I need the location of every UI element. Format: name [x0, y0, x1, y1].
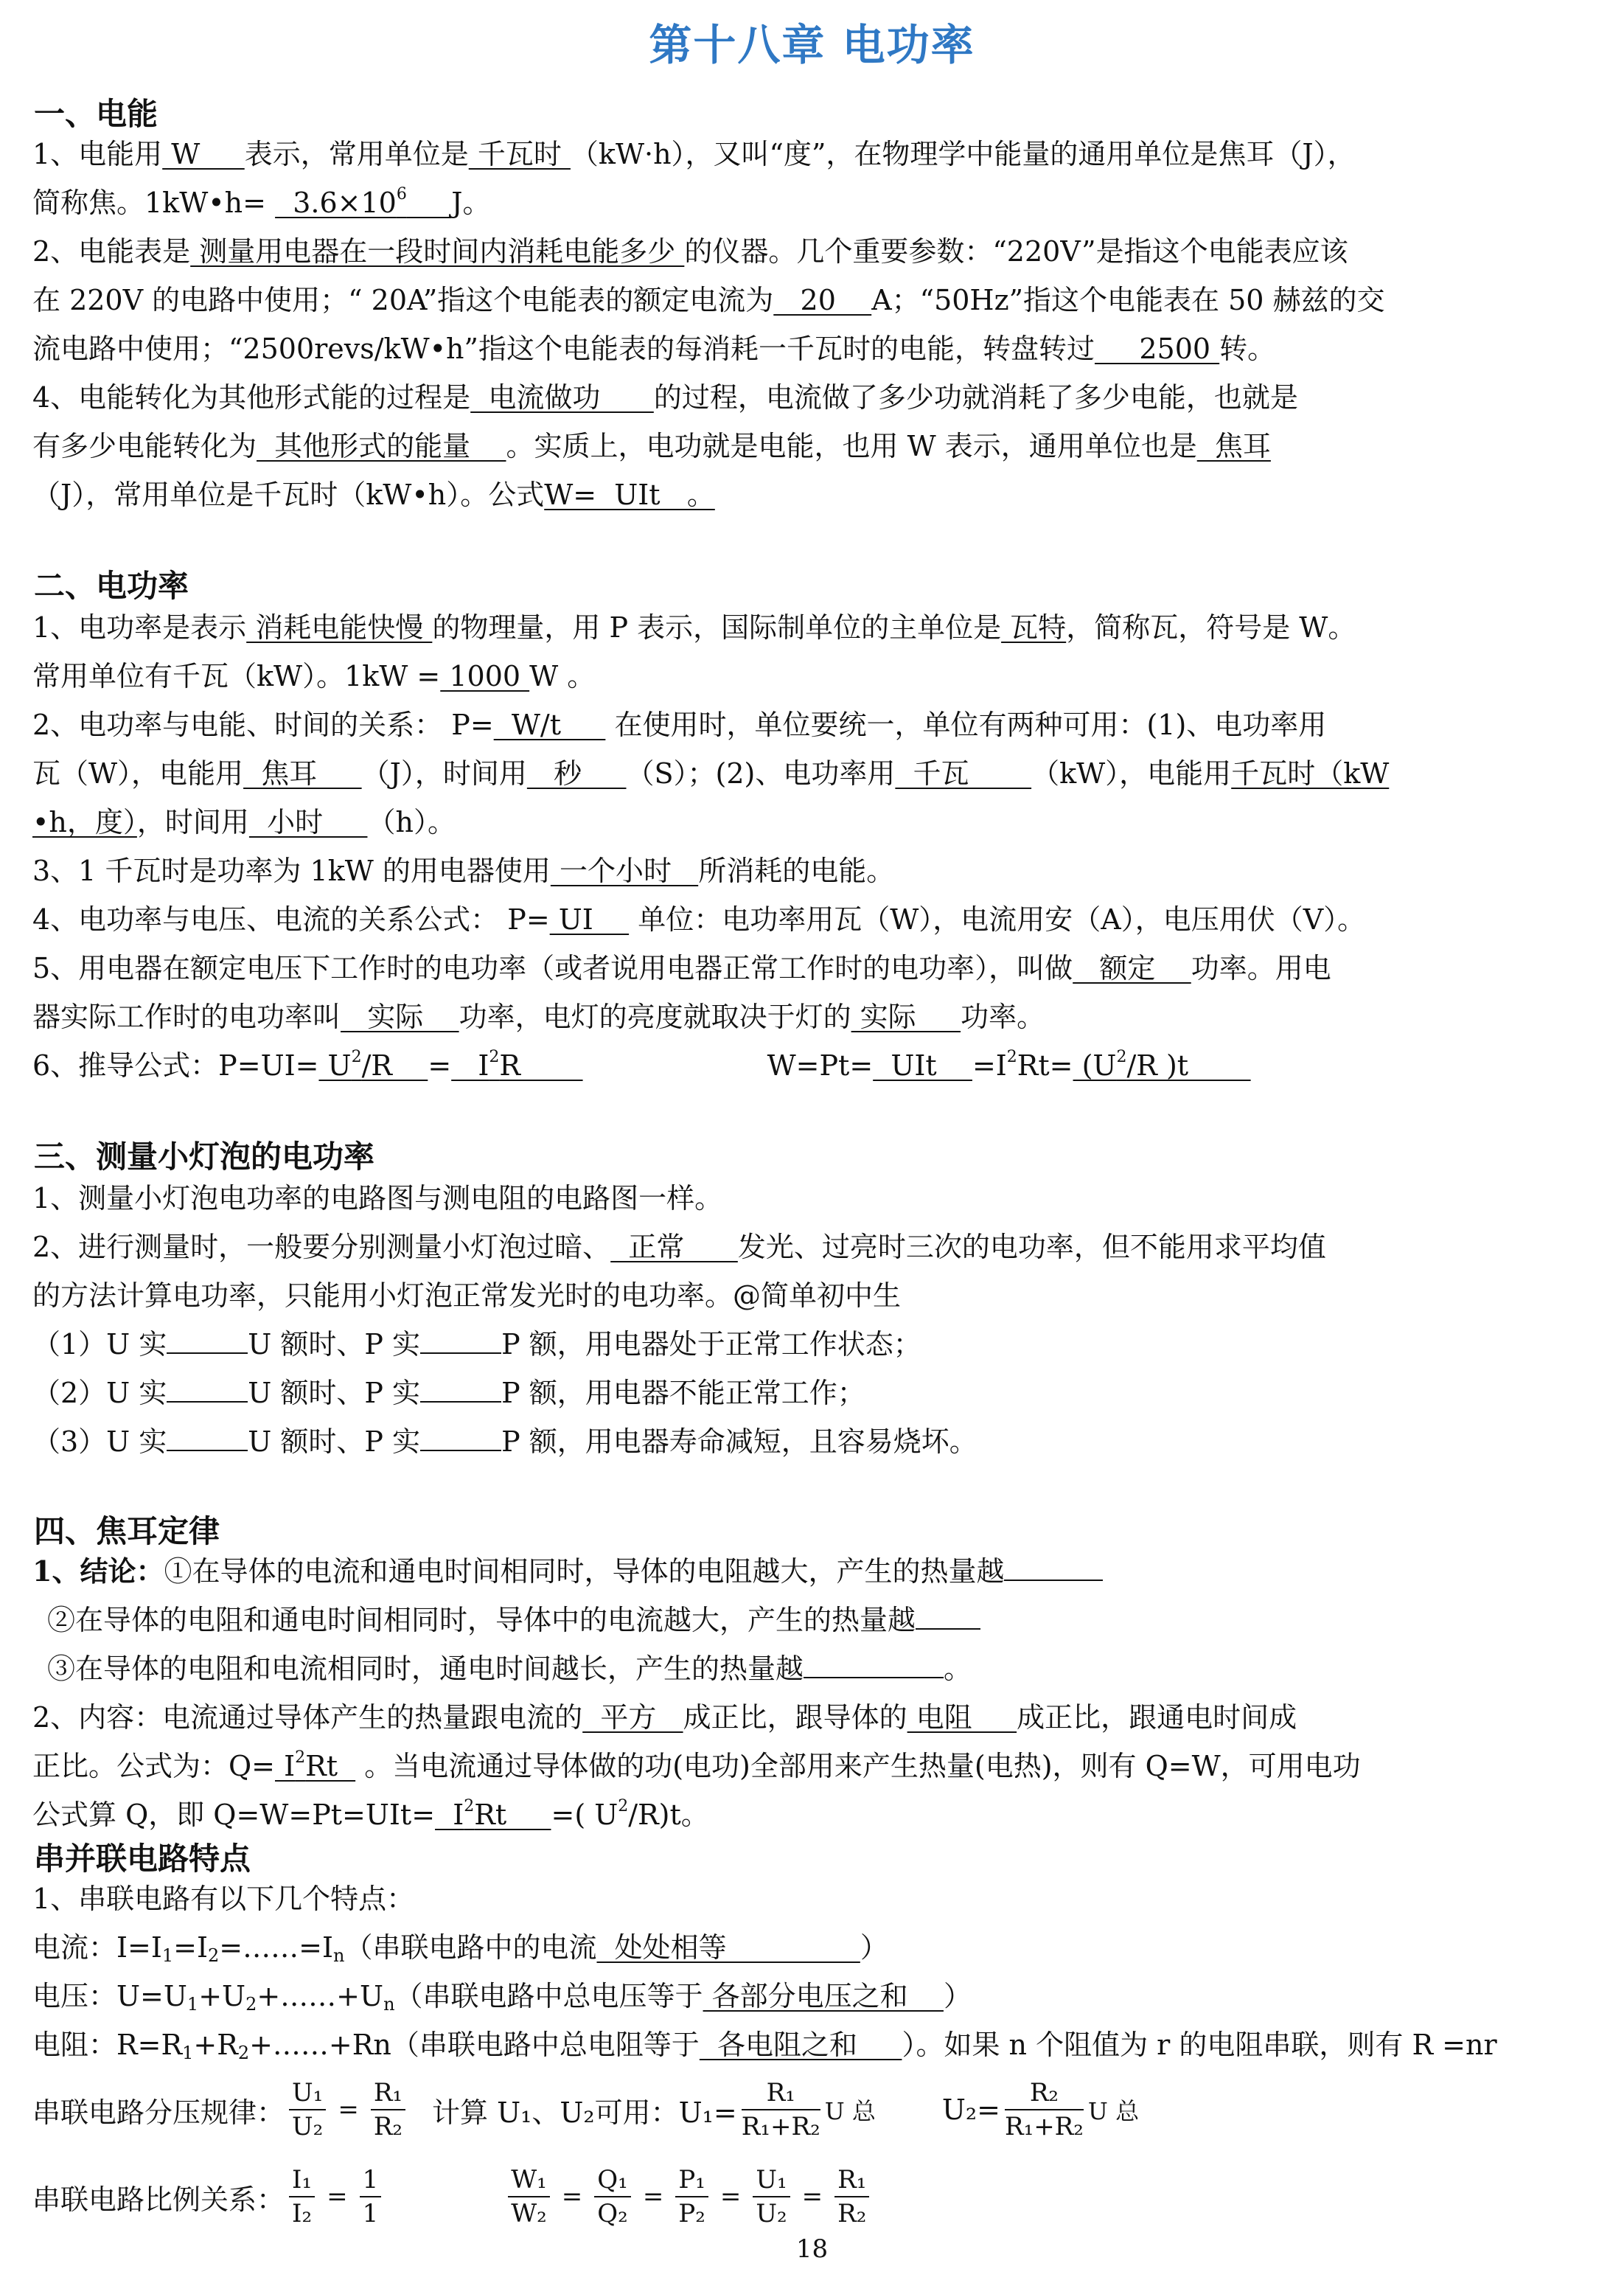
voltage-divider-formula: 串联电路分压规律： $\frac{\text{U₁}}{\text{U₂}}$ = $\frac{\text{R₁}}{\text{R₂}}$ 计算 U₁、U₂可用：U₁= $\frac{\text{R₁}}{\text{R₁+R₂}}$ U 总 U₂= $\frac{\text{R₂}}{\text{R₁+R₂}}$ U 总: [32, 2078, 1140, 2141]
s3-line-2: 2、进行测量时，一般要分别测量小灯泡过暗、 正常 发光、过亮时三次的电功率，但不能用求平均值: [32, 1231, 1326, 1263]
ratio-formula: 串联电路比例关系： $\frac{\text{I₁}}{\text{I₂}}$ = $\frac{1}{1}$ $\frac{\text{W₁}}{\text{W₂}}$ = $\frac{\text{Q₁}}{\text{Q₂}}$ = $\frac{\text{P₁}}{\text{P₂}}$ = $\frac{\text{U₁}}{\text{U₂}}$ = $\frac{\text{R₁}}{\text{R₂}}$: [32, 2164, 874, 2230]
s3-line-1: 1、测量小灯泡电功率的电路图与测电阻的电路图一样。: [32, 1182, 723, 1215]
s4-line-1: 1、结论：①在导体的电流和通电时间相同时，导体的电阻越大，产生的热量越: [32, 1547, 1595, 1596]
section-heading-3: 三、测量小灯泡的电功率: [34, 1139, 375, 1175]
s2-line-1: 1、电功率是表示 消耗电能快慢 的物理量，用 P 表示，国际制单位的主单位是 瓦特，简称瓦，符号是 W。: [32, 611, 1356, 644]
section-heading-4: 四、焦耳定律: [34, 1513, 220, 1549]
s1-line-4: 在 220V 的电路中使用；“ 20A”指这个电能表的额定电流为 20 A；“50Hz”指这个电能表在 50 赫兹的交: [32, 284, 1385, 316]
s1-line-8: （J），常用单位是千瓦时（kW•h）。公式W= UIt 。: [32, 479, 715, 511]
s2-line-8: 5、用电器在额定电压下工作时的电功率（或者说用电器正常工作时的电功率），叫做 额定 功率。用电: [32, 952, 1331, 984]
s1-line-6: 4、电能转化为其他形式能的过程是 电流做功 的过程，电流做了多少功就消耗了多少电能，也就是: [32, 381, 1298, 414]
s4-line-3: ③在导体的电阻和电流相同时，通电时间越长，产生的热量越 。: [47, 1653, 972, 1685]
s3-line-3: 的方法计算电功率，只能用小灯泡正常发光时的电功率。@简单初中生: [32, 1279, 902, 1312]
s3-case-3: （3）U 实 U 额时、P 实 P 额，用电器寿命减短，且容易烧坏。: [32, 1425, 977, 1458]
section-heading-5: 串并联电路特点: [34, 1841, 251, 1877]
s4-line-2: ②在导体的电阻和通电时间相同时，导体中的电流越大，产生的热量越: [47, 1596, 1610, 1644]
s4-line-5: 正比。公式为：$Q= I^2Rt$ 。当电流通过导体做的功(电功)全部用来产生热量(电热)，则有 Q=W，可用电功: [32, 1748, 1361, 1782]
s5-current: 电流：$I=I_1=I_2=\dots\dots=I_n$（串联电路中的电流 处处相等 ）: [32, 1931, 888, 1966]
s5-voltage: 电压：$U=U_1+U_2+\dots\dots+U_n$（串联电路中总电压等于 各部分电压之和 ）: [32, 1980, 972, 2015]
s5-resistance: 电阻：$R=R_1+R_2+\dots\dots+Rn$（串联电路中总电阻等于 各电阻之和 ）。如果 n 个阻值为 r 的电阻串联，则有 R =nr: [32, 2029, 1497, 2063]
s1-line-5: 流电路中使用；“2500revs/kW•h”指这个电能表的每消耗一千瓦时的电能，转盘转过 2500 转。: [32, 333, 1276, 365]
s2-line-6: 3、1 千瓦时是功率为 1kW 的用电器使用 一个小时 所消耗的电能。: [32, 855, 895, 887]
section-heading-1: 一、电能: [34, 96, 158, 132]
s1-line-2: 简称焦。1kW•h= $3.6\times 10^6$ J。: [32, 185, 491, 219]
s1-line-3: 2、电能表是 测量用电器在一段时间内消耗电能多少 的仪器。几个重要参数：“220V”是指这个电能表应该: [32, 235, 1348, 268]
s2-line-5: •h，度），时间用 小时 （h）。: [32, 806, 456, 838]
s1-line-1: 1、电能用 W 表示，常用单位是 千瓦时 （kW·h），又叫“度”，在物理学中能量的通用单位是焦耳（J），: [32, 138, 1356, 170]
s4-line-6: 公式算 Q，即 $Q=W=Pt=UIt= I^2Rt$ =( $U^2/R)t$。: [32, 1797, 709, 1831]
page-number: 18: [795, 2234, 829, 2264]
s3-case-1: （1）U 实 U 额时、P 实 P 额，用电器处于正常工作状态；: [32, 1328, 921, 1361]
s2-line-2: 常用单位有千瓦（kW）。1kW = 1000 W 。: [32, 660, 596, 692]
s1-line-7: 有多少电能转化为 其他形式的能量 。实质上，电功就是电能，也用 W 表示，通用单位也是 焦耳: [32, 430, 1271, 462]
chapter-title: 第十八章 电功率: [649, 20, 975, 70]
s2-line-7: 4、电功率与电压、电流的关系公式： P= UI 单位：电功率用瓦（W），电流用安（A），电压用伏（V）。: [32, 903, 1366, 936]
s3-case-2: （2）U 实 U 额时、P 实 P 额，用电器不能正常工作；: [32, 1377, 865, 1409]
s2-line-4: 瓦（W），电能用 焦耳 （J），时间用 秒 （S）；(2)、电功率用 千瓦 （kW），电能用千瓦时（kW: [32, 757, 1390, 790]
s5-line-1: 1、串联电路有以下几个特点：: [32, 1883, 415, 1915]
s2-line-3: 2、电功率与电能、时间的关系： P= W/t 在使用时，单位要统一，单位有两种可用：(1)、电功率用: [32, 709, 1327, 741]
s2-line-9: 器实际工作时的电功率叫 实际 功率，电灯的亮度就取决于灯的 实际 功率。: [32, 1001, 1045, 1033]
s2-line-10: 6、推导公式：$P=UI= U^2/R$ = $I^2R$ W=Pt= UIt $=I^2Rt= (U^2/R$ )t: [32, 1048, 1251, 1082]
section-heading-2: 二、电功率: [34, 568, 189, 604]
s4-line-4: 2、内容：电流通过导体产生的热量跟电流的 平方 成正比，跟导体的 电阻 成正比，跟通电时间成: [32, 1701, 1297, 1734]
